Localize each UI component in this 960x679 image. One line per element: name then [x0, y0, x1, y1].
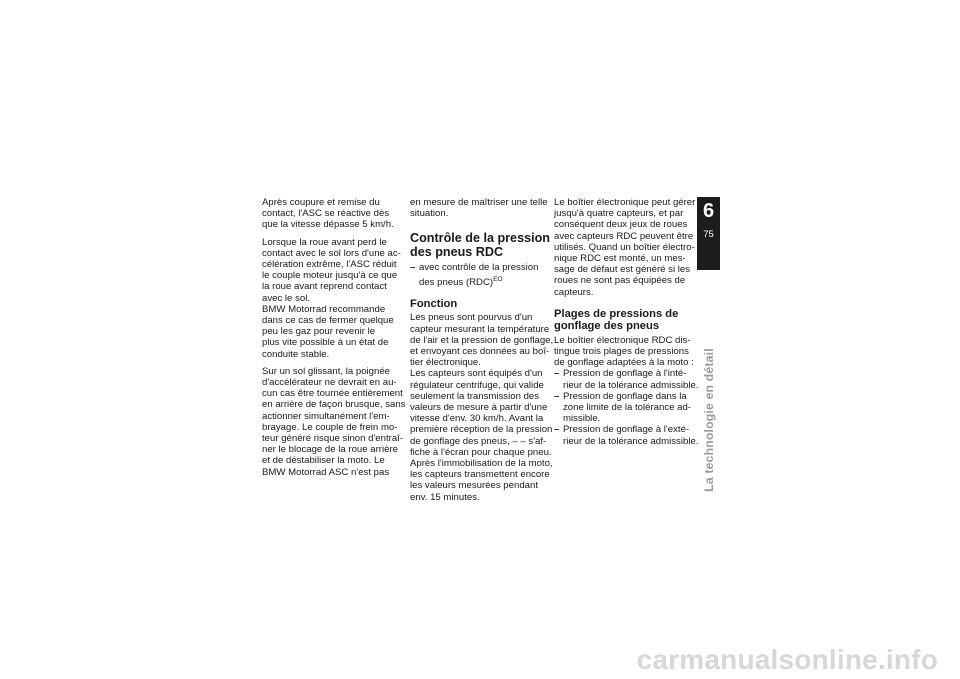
section-heading-rdc: Contrôle de la pression des pneus RDC	[410, 231, 550, 259]
dash-list-item: – Pression de gonflage à l'exté- rieur de la tolérance admissible.	[554, 424, 690, 446]
chapter-tab	[697, 197, 720, 270]
text-column-3	[554, 197, 699, 447]
paragraph: Lorsque la roue avant perd le contact avec le sol lors d'une ac- célération extrême, l'ASC réduit le couple moteur jusqu'à ce que la roue avant reprend contact avec le sol.	[262, 236, 401, 304]
paragraph: en mesure de maîtriser une telle situation.	[410, 197, 548, 220]
paragraph: Le boîtier électronique RDC dis- tingue trois plages de pressions de gonflage adaptées à la moto :	[554, 334, 694, 369]
paragraph: Les pneus sont pourvus d'un capteur mesurant la température de l'air et la pression de gonflage, et envoyant ces données au boî- tier électronique.	[410, 312, 554, 369]
watermark: carmanualsonline.info	[636, 644, 938, 675]
dash-list-item: – Pression de gonflage dans la zone limite de la tolérance ad- missible.	[554, 391, 690, 425]
paragraph: BMW Motorrad recommande dans ce cas de fermer quelque peu les gaz pour revenir le plus vite possible à un état de conduite stable.	[262, 303, 394, 360]
page-number: 75	[703, 229, 714, 240]
paragraph: Après coupure et remise du contact, l'ASC se réactive dès que la vitesse dépasse 5 km/h.	[262, 197, 394, 231]
equipment-option-superscript: EO	[493, 275, 503, 283]
dash-list-item: – avec contrôle de la pression des pneus (RDC)$^{EO}$	[410, 262, 546, 287]
paragraph: Les capteurs sont équipés d'un régulateur centrifuge, qui valide seulement la transmission des valeurs de mesure à partir d'une vitesse d'env. 30 km/h. Avant la première réception de la pression de gonflage des pneus, – – s'af- fiche à l'écran pour chaque pneu. Après l'immobilisation de la moto, les capteurs transmettent encore les valeurs mesurées pendant env. 15 minutes.	[410, 368, 553, 503]
subheading-fonction: Fonction	[410, 297, 458, 310]
chapter-side-title: La technologie en détail	[702, 348, 716, 492]
section-heading-pressure-ranges: Plages de pressions de gonflage des pneus	[554, 307, 679, 333]
text-column-1	[262, 197, 406, 484]
text-column-2	[410, 197, 554, 509]
paragraph: Le boîtier électronique peut gérer jusqu'à quatre capteurs, et par conséquent deux jeux de roues avec capteurs RDC peuvent être utilisés. Quand un boîtier électro- nique RDC est monté, un mes- sage de défaut est généré si les roues ne sont pas équipées de capteurs.	[554, 197, 696, 298]
paragraph: Sur un sol glissant, la poignée d'accélérateur ne devrait en au- cun cas être tournée entièrement en arrière de façon brusque, sans actionner simultanément l'em- brayage. Le couple de frein mo- teur généré risque sinon d'entraî- ner le blocage de la roue arrière et de déstabiliser la moto. Le BMW Motorrad ASC n'est pas	[262, 365, 406, 478]
chapter-number: 6	[702, 200, 715, 222]
dash-list-item: – Pression de gonflage à l'inté- rieur de la tolérance admissible.	[554, 368, 690, 390]
